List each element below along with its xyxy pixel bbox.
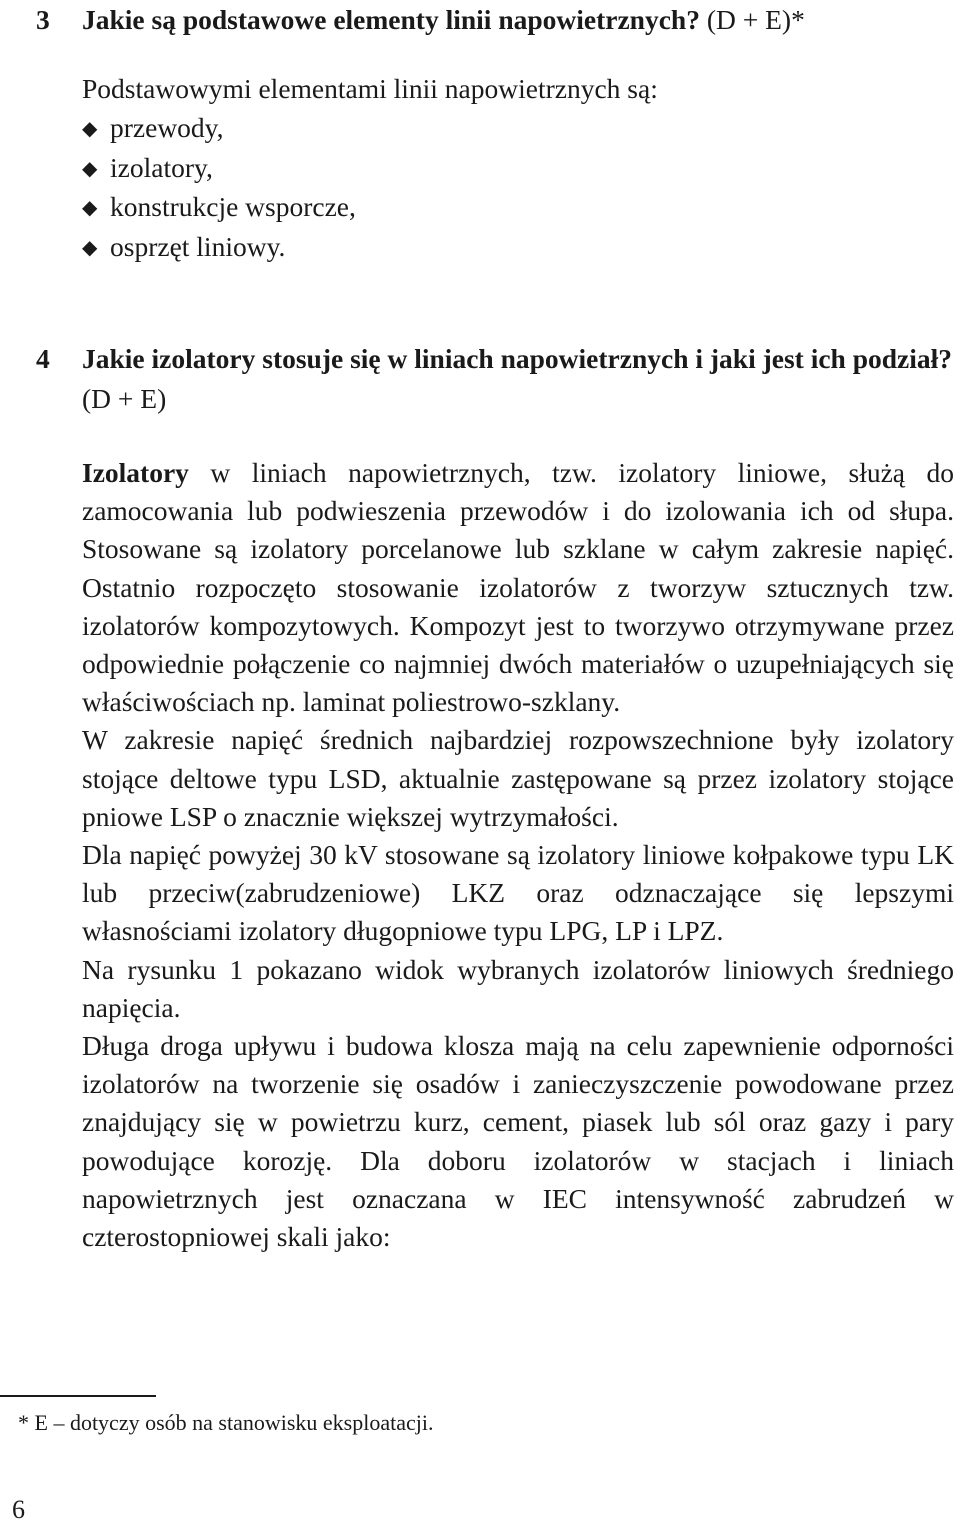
paragraph: W zakresie napięć średnich najbardziej rozpowszechnione były izolatory stojące deltowe typu LSD, aktualnie zastępowane są przez izolatory stojące pniowe LSP o znacznie większej wytrzymałości. [82, 724, 954, 832]
question-3 [36, 0, 956, 40]
footnote: * E – dotyczy osób na stanowisku eksploatacji. [18, 1410, 434, 1435]
paragraph: Izolatory w liniach napowietrznych, tzw. izolatory liniowe, służą do zamocowania lub podwieszenia przewodów i do izolowania ich od słupa. Stosowane są izolatory porcelanowe lub szklane w całym zakresie napięć. Ostatnio rozpoczęto stosowanie izolatorów z tworzyw sztucznych tzw. izolatorów kompozytowych. Kompozyt jest to tworzywo otrzymywane przez odpowiednie połączenie co najmniej dwóch materiałów o uzupełniających się właściwościach np. laminat poliestrowo-szklany. [82, 457, 954, 718]
paragraph: Na rysunku 1 pokazano widok wybranych izolatorów liniowych średniego napięcia. [82, 953, 954, 1023]
question-title-bold: Jakie są podstawowe elementy linii napowietrznych? [82, 4, 700, 35]
paragraph: Dla napięć powyżej 30 kV stosowane są izolatory liniowe kołpakowe typu LK lub przeciw(zabrudzeniowe) LKZ oraz odznaczające się lepszymi własnościami izolatory długopniowe typu LPG, LP i LPZ. [82, 839, 954, 947]
footnote-divider [0, 1395, 156, 1397]
list-item: ◆ osprzęt liniowy. [82, 228, 356, 268]
question-4 [36, 339, 956, 419]
diamond-bullet-icon: ◆ [82, 118, 98, 140]
answer-body [82, 454, 954, 1256]
term-bold: Izolatory [82, 457, 189, 488]
diamond-bullet-icon: ◆ [82, 157, 98, 180]
diamond-bullet-icon: ◆ [82, 197, 98, 219]
list-item: ◆ przewody, [82, 109, 356, 149]
page-number: 6 [12, 1495, 25, 1524]
question-number: 4 [36, 343, 50, 374]
question-title-bold: Jakie izolatory stosuje się w liniach napowietrznych i jaki jest ich podział? [82, 343, 953, 374]
question-number: 3 [36, 4, 50, 35]
element-list [82, 109, 356, 267]
diamond-bullet-icon: ◆ [82, 236, 98, 259]
paragraph: Długa droga upływu i budowa klosza mają na celu zapewnienie odporności izolatorów na tworzenie się osadów i zanieczyszczenie powodowane przez znajdujący się w powietrzu kurz, cement, piasek lub sól oraz gazy i pary powodujące korozję. Dla doboru izolatorów w stacjach i liniach napowietrznych jest oznaczana w IEC intensywność zabrudzeń w czterostopniowej skali jako: [82, 1030, 954, 1253]
list-item: ◆ izolatory, [82, 149, 356, 189]
question-title [82, 339, 956, 419]
question-title [82, 0, 956, 40]
list-item: ◆ konstrukcje wsporcze, [82, 188, 356, 228]
answer-intro: Podstawowymi elementami linii napowietrznych są: [82, 73, 658, 104]
question-audience: (D + E) [82, 383, 167, 414]
question-audience: (D + E)* [699, 4, 805, 35]
